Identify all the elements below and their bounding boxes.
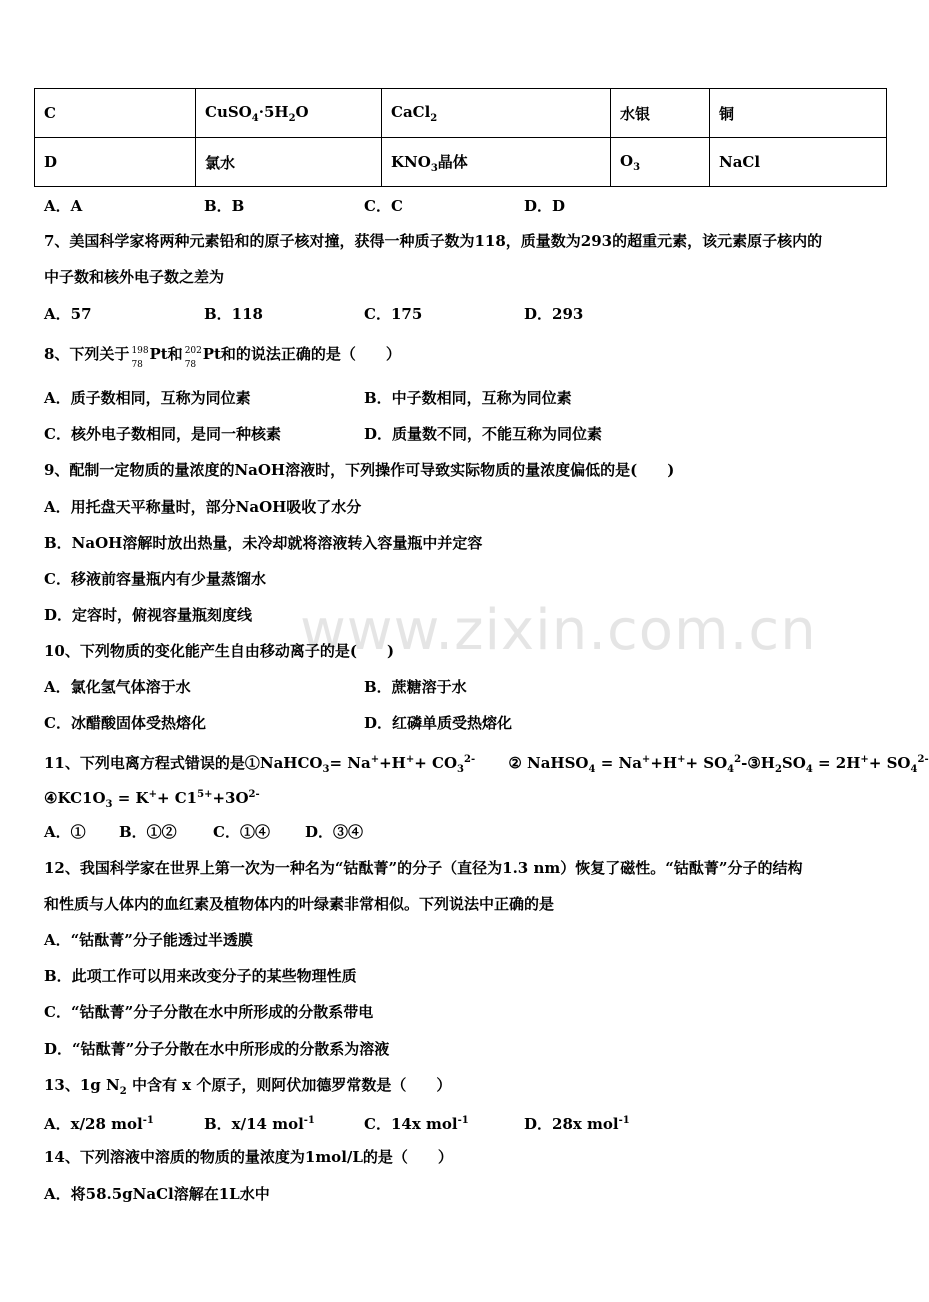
q11-eq4: $④KC1O_3 = K^++ C1^{5+}+3O^{2-}$ xyxy=(44,789,260,810)
watermark: www.zixin.com.cn xyxy=(300,598,817,663)
exponent: -1 xyxy=(142,1115,154,1126)
q8-stem xyxy=(44,344,401,370)
q7-option-b: B．118 xyxy=(204,305,263,323)
mass-number: 198 xyxy=(131,346,149,356)
q11-option-c: C．①④ xyxy=(213,823,270,841)
q11-text: = K xyxy=(112,789,149,807)
q11-option-a: A．① xyxy=(44,823,86,841)
q7-stem-line1: 7、美国科学家将两种元素铅和的原子核对撞，获得一种质子数为118，质量数为293的超重元素，该元素原子核内的 xyxy=(44,232,823,250)
row-label: D xyxy=(35,138,196,187)
q13-text: 中含有 x 个原子，则阿伏加德罗常数是（ ） xyxy=(131,1076,452,1094)
q8-option-a: A．质子数相同，互称为同位素 xyxy=(44,389,251,407)
q13-option-d xyxy=(524,1111,630,1134)
q7-option-d: D．293 xyxy=(524,305,584,323)
table-cell: NaCl xyxy=(710,138,887,187)
q14-stem: 14、下列溶液中溶质的物质的量浓度为1mol/L的是（ ） xyxy=(44,1148,453,1166)
table-cell: $CuSO_4\cdot 5H_2O$ xyxy=(196,89,382,138)
q11-text: -③H xyxy=(741,754,775,772)
q8-suffix: 和的说法正确的是（ ） xyxy=(220,345,401,363)
q12-stem-line2: 和性质与人体内的血红素及植物体内的叶绿素非常相似。下列说法中正确的是 xyxy=(44,895,555,913)
q11-text: + CO xyxy=(414,754,458,772)
q11-text: = Na xyxy=(329,754,371,772)
exponent: -1 xyxy=(457,1115,469,1126)
q8-option-b: B．中子数相同，互称为同位素 xyxy=(364,389,572,407)
table-cell: $O_3$ xyxy=(611,138,710,187)
q12-option-c: C．“钴酞菁”分子分散在水中所形成的分散系带电 xyxy=(44,1003,374,1021)
option-text: D．28x mol xyxy=(524,1115,619,1133)
table-cell: 水银 xyxy=(611,89,710,138)
q10-option-a: A．氯化氢气体溶于水 xyxy=(44,678,191,696)
option-text: C．14x mol xyxy=(364,1115,458,1133)
exponent: -1 xyxy=(303,1115,315,1126)
element-symbol: Pt xyxy=(149,345,168,363)
q6-option-a: A．A xyxy=(44,197,83,215)
row-label: C xyxy=(35,89,196,138)
nuclide-symbol xyxy=(183,345,203,370)
q7-option-a: A．57 xyxy=(44,305,92,323)
q9-option-d: D．定容时，俯视容量瓶刻度线 xyxy=(44,606,253,624)
atomic-number: 78 xyxy=(184,360,197,370)
q10-option-c: C．冰醋酸固体受热熔化 xyxy=(44,714,206,732)
q12-stem-line1: 12、我国科学家在世界上第一次为一种名为“钴酞菁”的分子（直径为1.3 nm）恢复了磁性。“钴酞菁”分子的结构 xyxy=(44,859,803,877)
table-row xyxy=(35,138,887,187)
q13-option-a xyxy=(44,1111,154,1134)
substance-table xyxy=(34,88,887,187)
q11-text: SO xyxy=(781,754,806,772)
atomic-number: 78 xyxy=(131,360,143,370)
q11-option-b: B．①② xyxy=(119,823,177,841)
table-cell: 氯水 xyxy=(196,138,382,187)
q6-option-c: C．C xyxy=(364,197,403,215)
q13-stem: 13、1g $N_2$ 中含有 x 个原子，则阿伏加德罗常数是（ ） xyxy=(44,1076,452,1097)
q6-option-d: D．D xyxy=(524,197,566,215)
table-cell: 铜 xyxy=(710,89,887,138)
q11-text: +H xyxy=(650,754,678,772)
exponent: -1 xyxy=(618,1115,630,1126)
q8-option-c: C．核外电子数相同，是同一种核素 xyxy=(44,425,281,443)
option-text: B．x/14 mol xyxy=(204,1115,304,1133)
q11-text: = Na xyxy=(595,754,642,772)
q13-option-c xyxy=(364,1111,469,1134)
table-cell: $KNO_3$晶体 xyxy=(382,138,611,187)
q11-text: 11、下列电离方程式错误的是①NaHCO xyxy=(44,754,323,772)
q6-option-b: B．B xyxy=(204,197,245,215)
q11-text: = 2H xyxy=(812,754,861,772)
q8-mid: 和 xyxy=(167,345,183,363)
q11-stem: 11、下列电离方程式错误的是①NaHCO$_3$= $Na^++H^++ CO_3^{2-}$ ② NaHSO$_4$ = $Na^++H^++ SO_4^2-③H_2SO_4 = 2H^++ SO_4^{2-}$ xyxy=(44,754,929,775)
q11-text: +H xyxy=(379,754,406,772)
q14-option-a: A．将58.5gNaCl溶解在1L水中 xyxy=(44,1185,270,1203)
q11-text: ④KC1O xyxy=(44,789,106,807)
q9-option-c: C．移液前容量瓶内有少量蒸馏水 xyxy=(44,570,266,588)
q11-text: ② NaHSO xyxy=(508,754,589,772)
mass-number: 202 xyxy=(184,346,202,356)
q11-option-d: D．③④ xyxy=(305,823,364,841)
q12-option-d: D．“钴酞菁”分子分散在水中所形成的分散系为溶液 xyxy=(44,1040,390,1058)
q10-stem: 10、下列物质的变化能产生自由移动离子的是( ) xyxy=(44,642,395,660)
q11-text: +3O xyxy=(212,789,249,807)
q8-option-d: D．质量数不同，不能互称为同位素 xyxy=(364,425,603,443)
q13-option-b xyxy=(204,1111,315,1134)
q11-text: + SO xyxy=(868,754,911,772)
q10-option-d: D．红磷单质受热熔化 xyxy=(364,714,513,732)
q11-text: + SO xyxy=(685,754,728,772)
table-row xyxy=(35,89,887,138)
q9-option-b: B．NaOH溶解时放出热量，未冷却就将溶液转入容量瓶中并定容 xyxy=(44,534,483,552)
q13-text: 13、1g N xyxy=(44,1076,120,1094)
q7-stem-line2: 中子数和核外电子数之差为 xyxy=(44,268,225,286)
table-cell: CaCl$_2$ xyxy=(382,89,611,138)
q12-option-a: A．“钴酞菁”分子能透过半透膜 xyxy=(44,931,253,949)
q9-option-a: A．用托盘天平称量时，部分NaOH吸收了水分 xyxy=(44,498,362,516)
nuclide-symbol xyxy=(129,345,149,370)
option-text: A．x/28 mol xyxy=(44,1115,143,1133)
q10-option-b: B．蔗糖溶于水 xyxy=(364,678,467,696)
q11-text: + C1 xyxy=(156,789,198,807)
element-symbol: Pt xyxy=(202,345,221,363)
q12-option-b: B．此项工作可以用来改变分子的某些物理性质 xyxy=(44,967,357,985)
q8-prefix: 8、下列关于 xyxy=(44,345,130,363)
q7-option-c: C．175 xyxy=(364,305,423,323)
q9-stem: 9、配制一定物质的量浓度的NaOH溶液时，下列操作可导致实际物质的量浓度偏低的是( ) xyxy=(44,461,675,479)
